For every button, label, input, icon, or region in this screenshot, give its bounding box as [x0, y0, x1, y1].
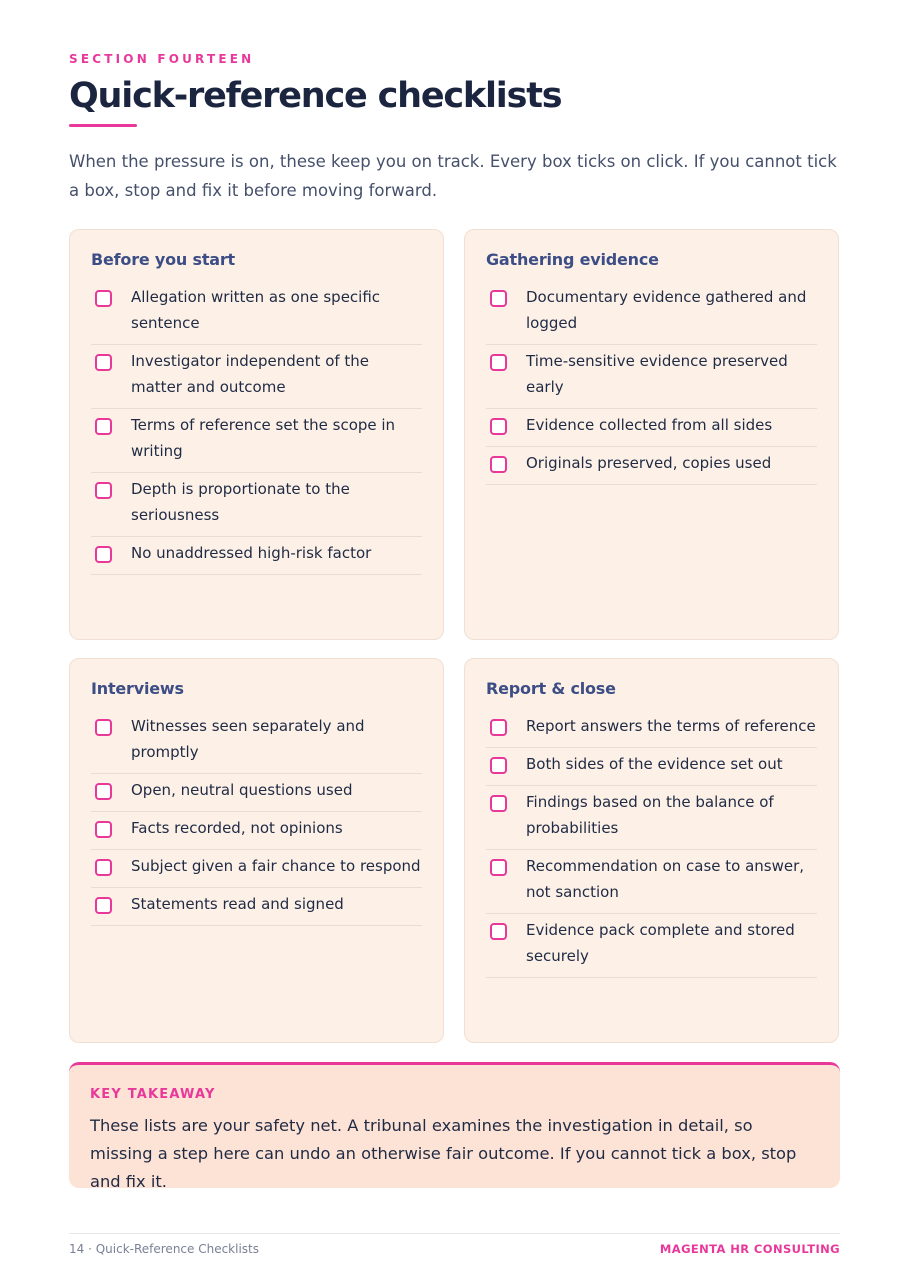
checklist-item[interactable] [91, 774, 422, 812]
checklist-item-label: Witnesses seen separately and promptly [131, 717, 365, 761]
checkbox[interactable] [490, 290, 507, 307]
checklist-item-label: Statements read and signed [131, 895, 344, 913]
checklist-item[interactable] [91, 850, 422, 888]
checklist [486, 281, 817, 485]
checkbox[interactable] [95, 719, 112, 736]
checklist-item-label: Documentary evidence gathered and logged [526, 288, 807, 332]
checklist-item-label: Recommendation on case to answer, not sanction [526, 857, 805, 901]
checklist-item-label: Originals preserved, copies used [526, 454, 772, 472]
checklist-item[interactable] [91, 537, 422, 575]
takeaway-label: KEY TAKEAWAY [90, 1087, 216, 1102]
checklist-item-label: Depth is proportionate to the seriousness [131, 480, 350, 524]
checklist-item-label: Findings based on the balance of probabilities [526, 793, 774, 837]
checkbox[interactable] [95, 546, 112, 563]
checklist-item[interactable] [91, 812, 422, 850]
checkbox[interactable] [95, 821, 112, 838]
checkbox[interactable] [490, 859, 507, 876]
checkbox[interactable] [95, 290, 112, 307]
checklist-item-label: Investigator independent of the matter and outcome [131, 352, 370, 396]
checklist-card-report-and-close [464, 658, 839, 1043]
checklist [91, 710, 422, 926]
checklist-item[interactable] [91, 710, 422, 774]
checkbox[interactable] [95, 354, 112, 371]
checklist-item-label: Allegation written as one specific sentence [131, 288, 381, 332]
checklist-item[interactable] [91, 409, 422, 473]
checklist-item[interactable] [486, 914, 817, 978]
checkbox[interactable] [490, 354, 507, 371]
checklist-title: Before you start [91, 250, 236, 269]
checklist-item[interactable] [486, 447, 817, 485]
checklist-item[interactable] [486, 710, 817, 748]
footer-brand: MAGENTA HR CONSULTING [659, 1242, 840, 1256]
checklist-item-label: No unaddressed high-risk factor [131, 544, 372, 562]
checkbox[interactable] [490, 719, 507, 736]
checklist-item-label: Facts recorded, not opinions [131, 819, 343, 837]
checkbox[interactable] [95, 859, 112, 876]
checklist-item[interactable] [486, 409, 817, 447]
checklist-item[interactable] [91, 345, 422, 409]
checklist-item[interactable] [91, 473, 422, 537]
checklist-item-label: Time-sensitive evidence preserved early [526, 352, 788, 396]
checklist-item-label: Both sides of the evidence set out [526, 755, 783, 773]
checklist-item-label: Subject given a fair chance to respond [131, 857, 421, 875]
checklist-item-label: Open, neutral questions used [131, 781, 353, 799]
checklist [91, 281, 422, 575]
section-eyebrow: SECTION FOURTEEN [69, 52, 255, 66]
checklist-item-label: Terms of reference set the scope in writing [131, 416, 396, 460]
checklist-title: Gathering evidence [486, 250, 659, 269]
checklist [486, 710, 817, 978]
checkbox[interactable] [490, 757, 507, 774]
checklist-item-label: Evidence collected from all sides [526, 416, 773, 434]
checkbox[interactable] [95, 482, 112, 499]
footer-page-label: 14 · Quick-Reference Checklists [69, 1242, 260, 1256]
checklist-item[interactable] [486, 281, 817, 345]
page-title: Quick-reference checklists [69, 76, 562, 116]
checkbox[interactable] [95, 897, 112, 914]
checklist-item[interactable] [486, 345, 817, 409]
checklist-card-before-you-start [69, 229, 444, 640]
checklist-item[interactable] [486, 748, 817, 786]
key-takeaway-callout [69, 1062, 840, 1191]
page [69, 0, 840, 1287]
checkbox[interactable] [95, 418, 112, 435]
checklist-item[interactable] [486, 850, 817, 914]
checkbox[interactable] [490, 923, 507, 940]
checkbox[interactable] [95, 783, 112, 800]
checklist-card-gathering-evidence [464, 229, 839, 640]
checkbox[interactable] [490, 456, 507, 473]
checklist-title: Interviews [91, 679, 184, 698]
checklist-item[interactable] [486, 786, 817, 850]
checklist-item-label: Report answers the terms of reference [526, 717, 816, 735]
checklist-title: Report & close [486, 679, 616, 698]
checklist-item[interactable] [91, 281, 422, 345]
checklist-card-interviews [69, 658, 444, 1043]
checkbox[interactable] [490, 795, 507, 812]
checklist-item[interactable] [91, 888, 422, 926]
intro-paragraph: When the pressure is on, these keep you on track. Every box ticks on click. If you cannot tick a box, stop and fix it before moving forward. [69, 152, 837, 200]
footer-divider [69, 1233, 840, 1234]
checklist-item-label: Evidence pack complete and stored securely [526, 921, 795, 965]
checkbox[interactable] [490, 418, 507, 435]
title-underline [69, 124, 137, 127]
takeaway-text: These lists are your safety net. A tribunal examines the investigation in detail, so missing a step here can undo an otherwise fair outcome. If you cannot tick a box, stop and fix it. [90, 1116, 797, 1191]
